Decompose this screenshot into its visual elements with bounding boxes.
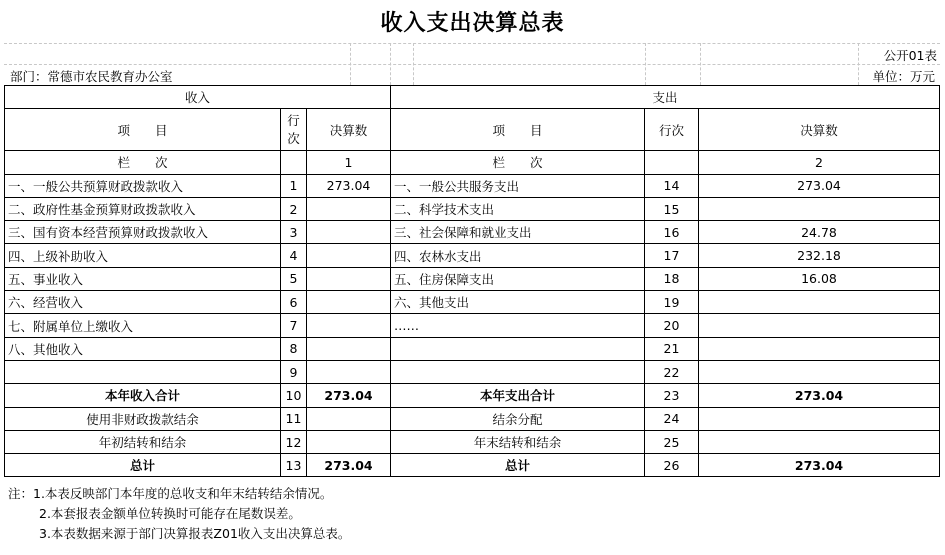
- page-title: 收入支出决算总表: [380, 10, 565, 36]
- expense-row-no: 25: [645, 430, 699, 453]
- income-item: 五、事业收入: [5, 267, 281, 290]
- note-line: 2.本套报表金额单位转换时可能存在尾数误差。: [39, 506, 301, 521]
- empty-cell: [281, 151, 307, 174]
- table-row: [5, 291, 940, 314]
- note-line: 3.本表数据来源于部门决算报表Z01收入支出决算总表。: [39, 526, 351, 541]
- expense-row-no: 22: [645, 360, 699, 383]
- income-amount: 273.04: [307, 174, 391, 197]
- expense-row-no: 23: [645, 384, 699, 407]
- grid-line: [350, 43, 351, 85]
- expense-total-label: 本年支出合计: [391, 384, 645, 407]
- income-row-no: 4: [281, 244, 307, 267]
- empty-cell: [645, 151, 699, 174]
- table-row: [5, 314, 940, 337]
- grid-line: [413, 43, 414, 85]
- expense-amount: 16.08: [699, 267, 940, 290]
- column-number-right: 2: [699, 151, 940, 174]
- expense-row-no: 24: [645, 407, 699, 430]
- grand-total-row: [5, 454, 940, 477]
- income-summary-amount: [307, 407, 391, 430]
- income-amount: [307, 360, 391, 383]
- income-amount: [307, 197, 391, 220]
- grid-line: [390, 43, 391, 85]
- expense-grand-total-amount: 273.04: [699, 454, 940, 477]
- expense-amount-header: 决算数: [699, 109, 940, 151]
- income-item: [5, 360, 281, 383]
- expense-item: 四、农林水支出: [391, 244, 645, 267]
- income-item: 一、一般公共预算财政拨款收入: [5, 174, 281, 197]
- income-row-no-header: 行次: [281, 109, 307, 151]
- table-row: [5, 360, 940, 383]
- income-row-no: 8: [281, 337, 307, 360]
- income-item: 八、其他收入: [5, 337, 281, 360]
- expense-row-no: 15: [645, 197, 699, 220]
- expense-item: 一、一般公共服务支出: [391, 174, 645, 197]
- expense-amount: 232.18: [699, 244, 940, 267]
- table-row: [5, 221, 940, 244]
- column-number-left: 1: [307, 151, 391, 174]
- grid-line: [645, 43, 646, 85]
- expense-summary-label: 结余分配: [391, 407, 645, 430]
- expense-amount: [699, 197, 940, 220]
- table-row: [5, 337, 940, 360]
- expense-item: 三、社会保障和就业支出: [391, 221, 645, 244]
- expense-row-no: 26: [645, 454, 699, 477]
- income-item: 七、附属单位上缴收入: [5, 314, 281, 337]
- expense-row-no: 14: [645, 174, 699, 197]
- grid-line: [858, 43, 859, 85]
- expense-amount: [699, 291, 940, 314]
- expense-row-no: 18: [645, 267, 699, 290]
- income-amount: [307, 267, 391, 290]
- income-summary-amount: [307, 430, 391, 453]
- expense-item: ……: [391, 314, 645, 337]
- column-label-left: 栏 次: [5, 151, 281, 174]
- income-header: 收入: [5, 86, 391, 109]
- income-row-no: 5: [281, 267, 307, 290]
- expense-header: 支出: [391, 86, 940, 109]
- form-number: 公开01表: [883, 48, 937, 63]
- income-amount: [307, 244, 391, 267]
- summary-row: [5, 384, 940, 407]
- income-amount: [307, 291, 391, 314]
- income-expense-table: [4, 85, 940, 477]
- income-row-no: 3: [281, 221, 307, 244]
- expense-summary-amount: [699, 430, 940, 453]
- table-row: [5, 174, 940, 197]
- table-row: [5, 197, 940, 220]
- expense-row-no: 17: [645, 244, 699, 267]
- expense-amount: 273.04: [699, 174, 940, 197]
- income-item: 二、政府性基金预算财政拨款收入: [5, 197, 281, 220]
- income-item: 六、经营收入: [5, 291, 281, 314]
- income-row-no: 2: [281, 197, 307, 220]
- expense-amount: [699, 314, 940, 337]
- income-grand-total-label: 总计: [5, 454, 281, 477]
- expense-item: 二、科学技术支出: [391, 197, 645, 220]
- expense-amount: [699, 337, 940, 360]
- income-total-label: 本年收入合计: [5, 384, 281, 407]
- expense-total-amount: 273.04: [699, 384, 940, 407]
- grid-line: [4, 43, 940, 44]
- expense-item: [391, 360, 645, 383]
- income-amount: [307, 314, 391, 337]
- expense-amount: 24.78: [699, 221, 940, 244]
- income-grand-total-amount: 273.04: [307, 454, 391, 477]
- income-item: 四、上级补助收入: [5, 244, 281, 267]
- expense-amount: [699, 360, 940, 383]
- summary-row: [5, 430, 940, 453]
- income-row-no: 1: [281, 174, 307, 197]
- income-row-no: 11: [281, 407, 307, 430]
- expense-item: 六、其他支出: [391, 291, 645, 314]
- note-line: 注：1.本表反映部门本年度的总收支和年末结转结余情况。: [8, 486, 333, 501]
- grid-line: [4, 64, 940, 65]
- grid-line: [700, 43, 701, 85]
- table-row: [5, 267, 940, 290]
- income-item: 三、国有资本经营预算财政拨款收入: [5, 221, 281, 244]
- income-row-no: 10: [281, 384, 307, 407]
- income-row-no: 6: [281, 291, 307, 314]
- income-total-amount: 273.04: [307, 384, 391, 407]
- unit-label: 单位：万元: [872, 69, 935, 84]
- summary-row: [5, 407, 940, 430]
- income-row-no: 7: [281, 314, 307, 337]
- expense-item: [391, 337, 645, 360]
- income-amount: [307, 221, 391, 244]
- expense-item: 五、住房保障支出: [391, 267, 645, 290]
- expense-row-no-header: 行次: [645, 109, 699, 151]
- notes: [8, 484, 350, 544]
- income-row-no: 13: [281, 454, 307, 477]
- expense-summary-amount: [699, 407, 940, 430]
- income-amount-header: 决算数: [307, 109, 391, 151]
- expense-row-no: 20: [645, 314, 699, 337]
- expense-row-no: 19: [645, 291, 699, 314]
- income-summary-label: 年初结转和结余: [5, 430, 281, 453]
- income-row-no: 9: [281, 360, 307, 383]
- expense-summary-label: 年末结转和结余: [391, 430, 645, 453]
- department-label: 部门：常德市农民教育办公室: [10, 69, 173, 84]
- expense-row-no: 21: [645, 337, 699, 360]
- income-item-header: 项 目: [5, 109, 281, 151]
- table-row: [5, 244, 940, 267]
- expense-grand-total-label: 总计: [391, 454, 645, 477]
- income-amount: [307, 337, 391, 360]
- column-label-right: 栏 次: [391, 151, 645, 174]
- income-summary-label: 使用非财政拨款结余: [5, 407, 281, 430]
- expense-row-no: 16: [645, 221, 699, 244]
- expense-item-header: 项 目: [391, 109, 645, 151]
- income-row-no: 12: [281, 430, 307, 453]
